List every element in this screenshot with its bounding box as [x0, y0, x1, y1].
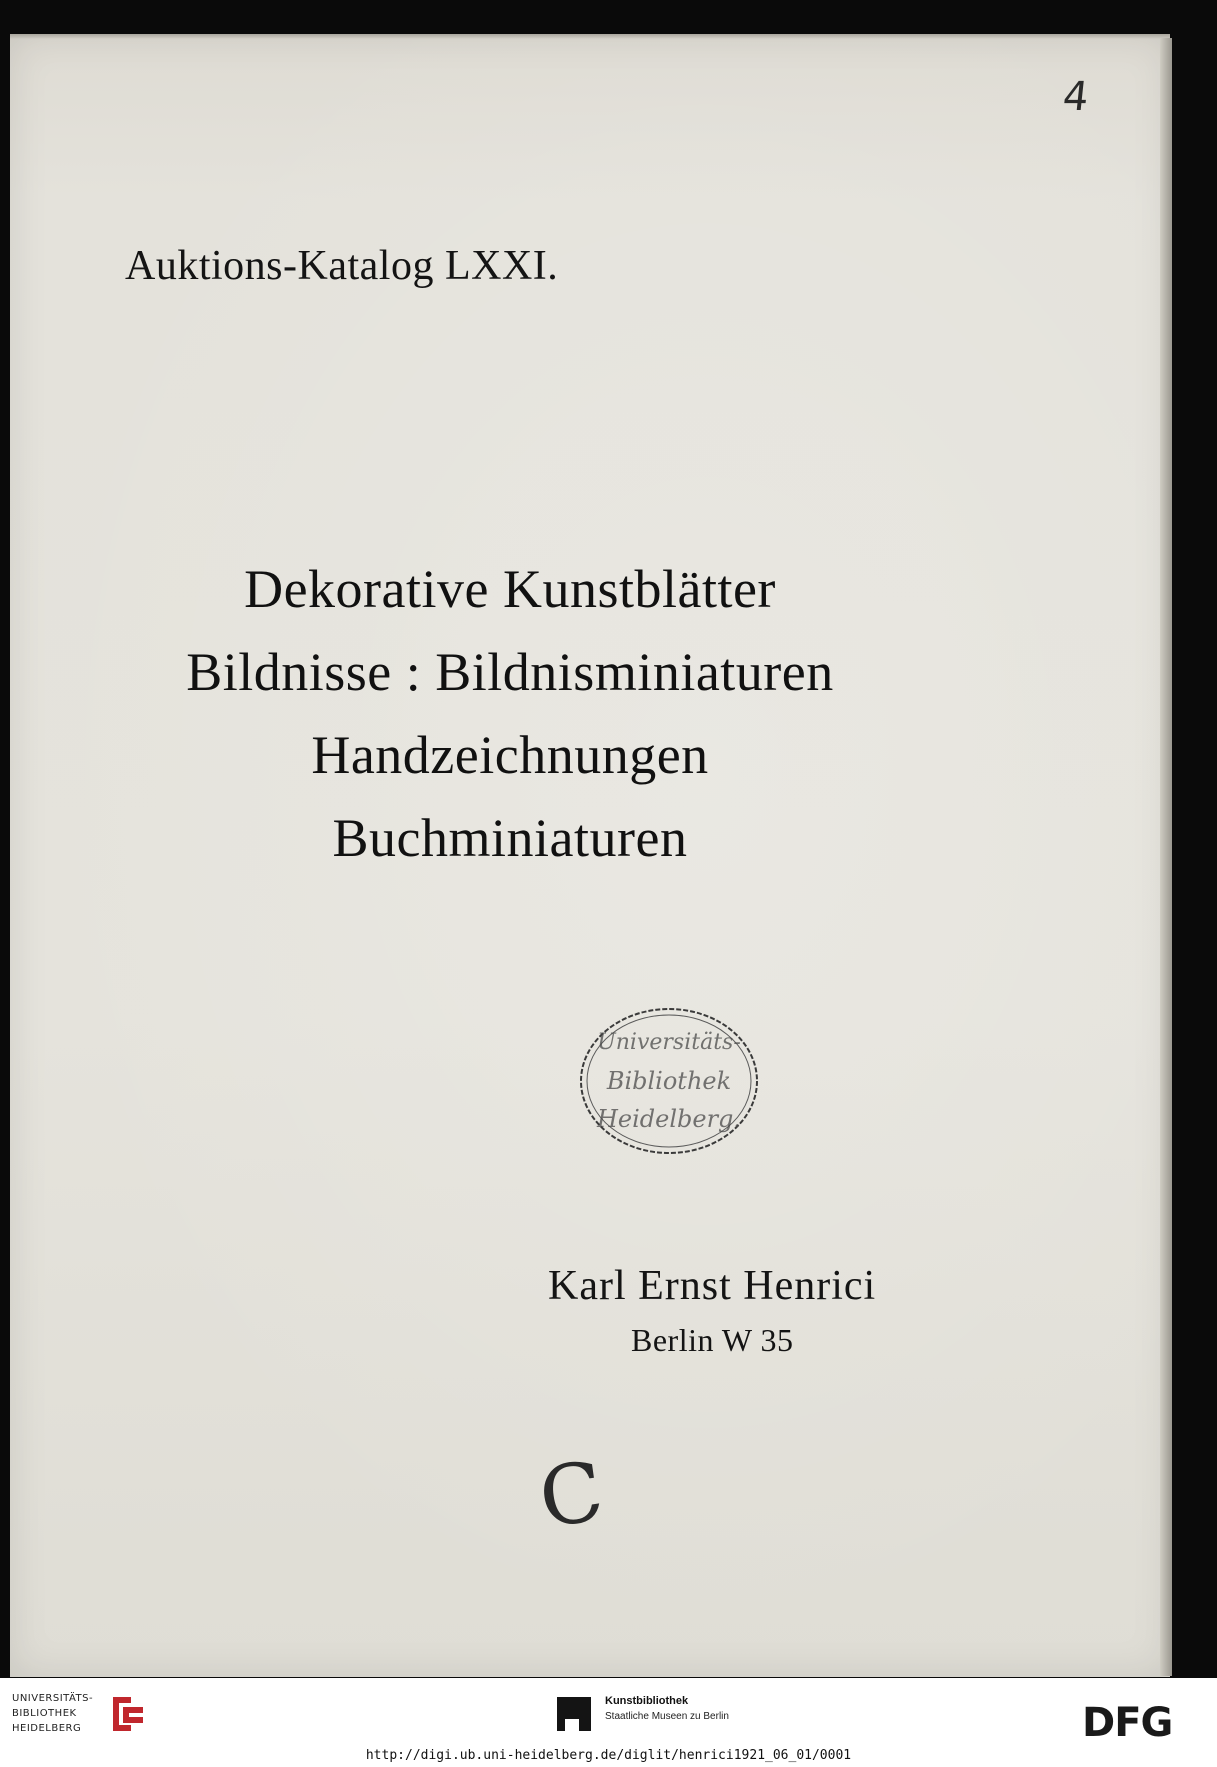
- page-edge-top: [10, 34, 1170, 39]
- title-line-4: Buchminiaturen: [332, 808, 688, 868]
- kunstbibliothek-square-icon: [557, 1697, 591, 1731]
- handwritten-page-number: 4: [1060, 74, 1091, 120]
- publisher-address: Berlin W 35: [631, 1322, 794, 1358]
- title-line-3: Handzeichnungen: [311, 725, 709, 785]
- title-block: [0, 548, 1020, 880]
- library-stamp: [574, 1003, 764, 1159]
- title-line-1: Dekorative Kunstblätter: [244, 559, 776, 619]
- ub-logo-line-1: UNIVERSITÄTS-: [12, 1693, 94, 1704]
- dfg-logo[interactable]: DFG: [1082, 1700, 1173, 1746]
- ub-heidelberg-logo[interactable]: [12, 1691, 147, 1737]
- kunstbibliothek-logo[interactable]: [557, 1695, 777, 1735]
- kunstbibliothek-name: Kunstbibliothek: [605, 1695, 689, 1707]
- stamp-line-1: Universitäts-: [597, 1030, 741, 1055]
- handwritten-mark: C: [533, 1444, 610, 1547]
- title-line-2: Bildnisse : Bildnisminiaturen: [186, 642, 834, 702]
- ub-logo-line-2: BIBLIOTHEK: [12, 1708, 77, 1719]
- publisher-name: Karl Ernst Henrici: [548, 1263, 877, 1309]
- footer-bar: [0, 1678, 1217, 1767]
- kunstbibliothek-subtitle: Staatliche Museen zu Berlin: [605, 1711, 729, 1722]
- stamp-line-2: Bibliothek: [606, 1067, 732, 1095]
- ub-logo-line-3: HEIDELBERG: [12, 1723, 82, 1734]
- permalink-url[interactable]: http://digi.ub.uni-heidelberg.de/diglit/henrici1921_06_01/0001: [365, 1748, 852, 1763]
- ub-emblem-icon: [109, 1693, 147, 1735]
- catalog-number: Auktions-Katalog LXXI.: [125, 243, 559, 289]
- stamp-line-3: Heidelberg.: [596, 1105, 742, 1133]
- page-edge-right: [1160, 38, 1172, 1676]
